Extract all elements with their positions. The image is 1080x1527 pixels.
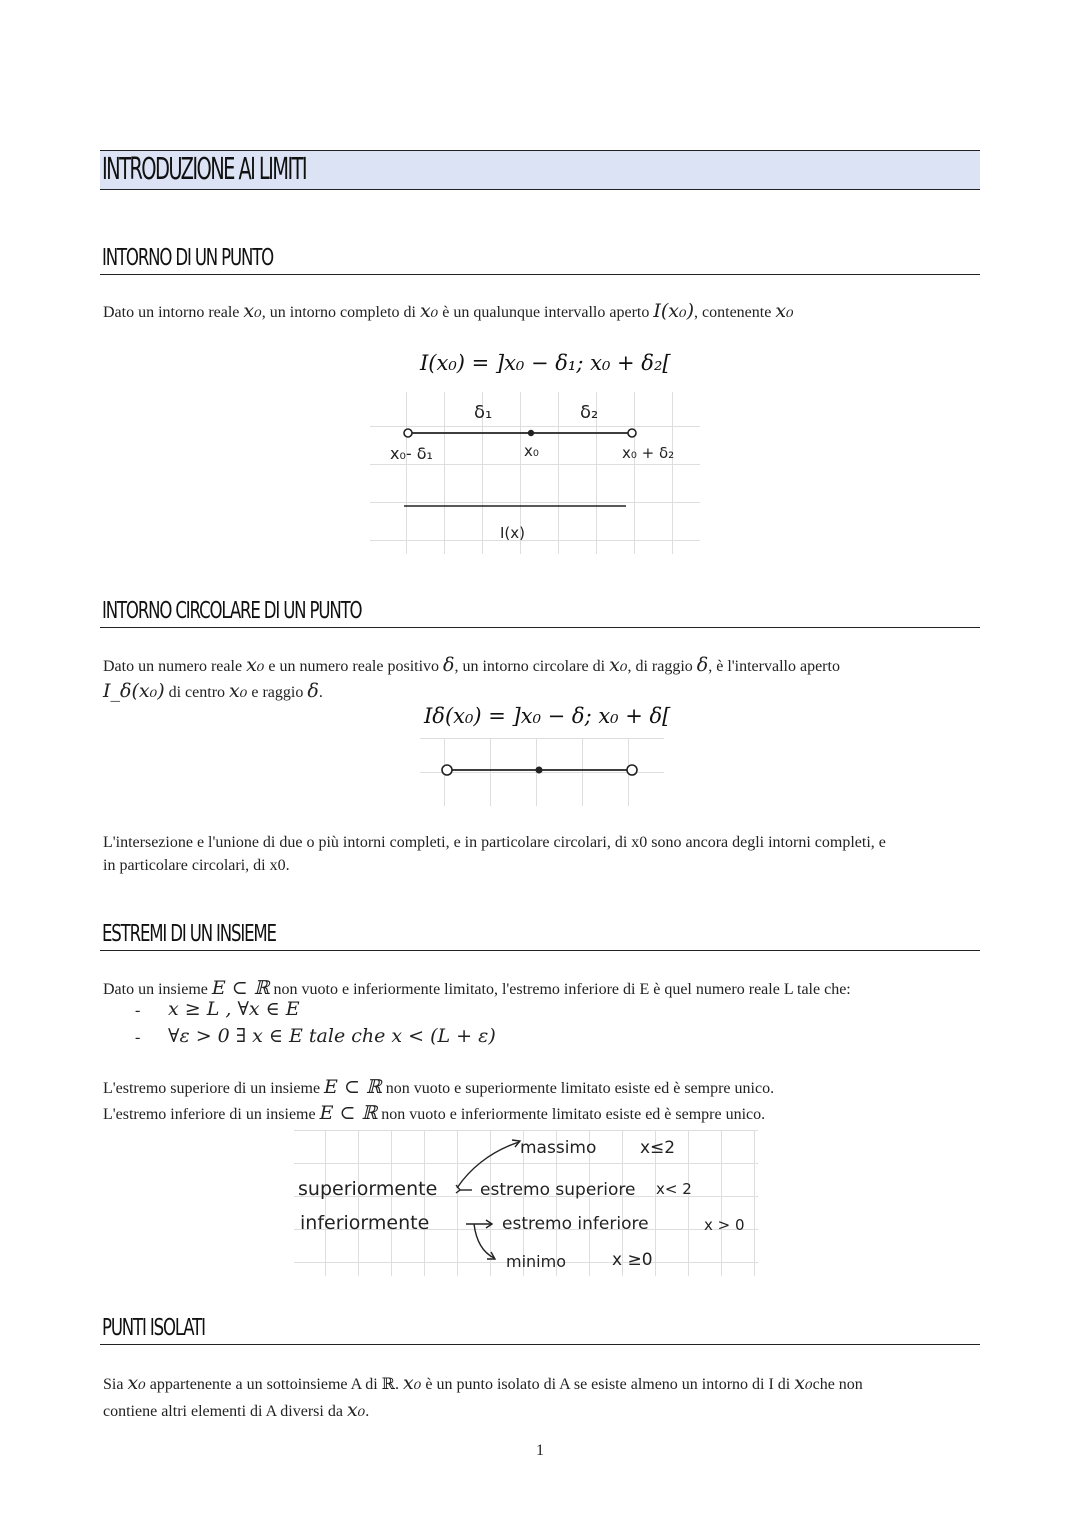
interval-label: I(x)	[500, 524, 526, 542]
paragraph-circolare-line1: Dato un numero reale x₀ e un numero reale positivo δ, un intorno circolare di x₀, di raggio δ, è l'intervallo aperto	[103, 654, 840, 676]
superiormente-label: superiormente	[298, 1178, 438, 1200]
intorno-sketch	[370, 392, 700, 554]
open-endpoint-right	[627, 765, 637, 775]
list-item: - ∀ε > 0 ∃ x ∈ E tale che x < (L + ε)	[135, 1025, 496, 1047]
left-endpoint-label: x₀- δ₁	[390, 444, 433, 463]
massimo-condition: x≤2	[640, 1138, 676, 1158]
minimo-label: minimo	[506, 1252, 566, 1271]
list-item: - x ≥ L , ∀x ∈ E	[135, 998, 300, 1020]
estremi-conditions-list	[135, 998, 496, 1052]
formula-circolare: Iδ(x₀) = ]x₀ − δ; x₀ + δ[	[424, 704, 671, 728]
center-point	[528, 430, 534, 436]
paragraph-estremi-intro: Dato un insieme E ⊂ ℝ non vuoto e inferiormente limitato, l'estremo inferiore di E è quel numero reale L tale che:	[103, 977, 851, 999]
paragraph-note-line1: L'intersezione e l'unione di due o più intorni completi, e in particolare circolari, di x0 sono ancora degli intorni completi, e	[103, 834, 886, 851]
circolare-sketch	[420, 738, 664, 806]
estremo-inferiore-condition: x > 0	[704, 1216, 745, 1234]
estremo-superiore-label: estremo superiore	[480, 1180, 636, 1200]
paragraph-intorno: Dato un intorno reale x₀, un intorno completo di x₀ è un qualunque intervallo aperto I(x₀), contenente x₀	[103, 300, 794, 322]
paragraph-isolati-line1: Sia x₀ appartenente a un sottoinsieme A di ℝ. x₀ è un punto isolato di A se esiste almeno un intorno di I di x₀che non	[103, 1372, 863, 1394]
open-endpoint-left	[404, 429, 412, 437]
section-heading-isolati: PUNTI ISOLATI	[100, 1314, 980, 1345]
page-title-band	[100, 150, 980, 190]
delta1-label: δ₁	[474, 402, 493, 423]
right-endpoint-label: x₀ + δ₂	[622, 444, 675, 462]
massimo-label: massimo	[520, 1138, 597, 1158]
circolare-number-line	[420, 738, 664, 806]
paragraph-note-line2: in particolare circolari, di x0.	[103, 857, 290, 874]
delta2-label: δ₂	[580, 402, 599, 423]
estremo-inferiore-label: estremo inferiore	[502, 1214, 649, 1234]
page-title: INTRODUZIONE AI LIMITI	[102, 152, 307, 187]
open-endpoint-right	[628, 429, 636, 437]
estremi-sketch	[294, 1130, 758, 1276]
inferiormente-label: inferiormente	[300, 1212, 430, 1234]
open-endpoint-left	[442, 765, 452, 775]
formula-intorno: I(x₀) = ]x₀ − δ₁; x₀ + δ₂[	[420, 351, 671, 375]
section-heading-circolare: INTORNO CIRCOLARE DI UN PUNTO	[100, 597, 980, 628]
intorno-number-line	[370, 392, 700, 554]
estremo-superiore-condition: x< 2	[656, 1180, 692, 1198]
paragraph-circolare-line2: I_δ(x₀) di centro x₀ e raggio δ.	[103, 680, 323, 702]
minimo-condition: x ≥0	[612, 1250, 653, 1270]
paragraph-estremo-superiore: L'estremo superiore di un insieme E ⊂ ℝ non vuoto e superiormente limitato esiste ed è sempre unico.	[103, 1076, 775, 1098]
paragraph-estremo-inferiore: L'estremo inferiore di un insieme E ⊂ ℝ non vuoto e inferiormente limitato esiste ed è sempre unico.	[103, 1102, 766, 1124]
center-point	[536, 767, 543, 774]
page-number: 1	[536, 1442, 544, 1459]
paragraph-isolati-line2: contiene altri elementi di A diversi da x₀.	[103, 1399, 370, 1421]
section-heading-estremi: ESTREMI DI UN INSIEME	[100, 920, 980, 951]
section-heading-intorno: INTORNO DI UN PUNTO	[100, 244, 980, 275]
center-label: x₀	[524, 442, 539, 460]
